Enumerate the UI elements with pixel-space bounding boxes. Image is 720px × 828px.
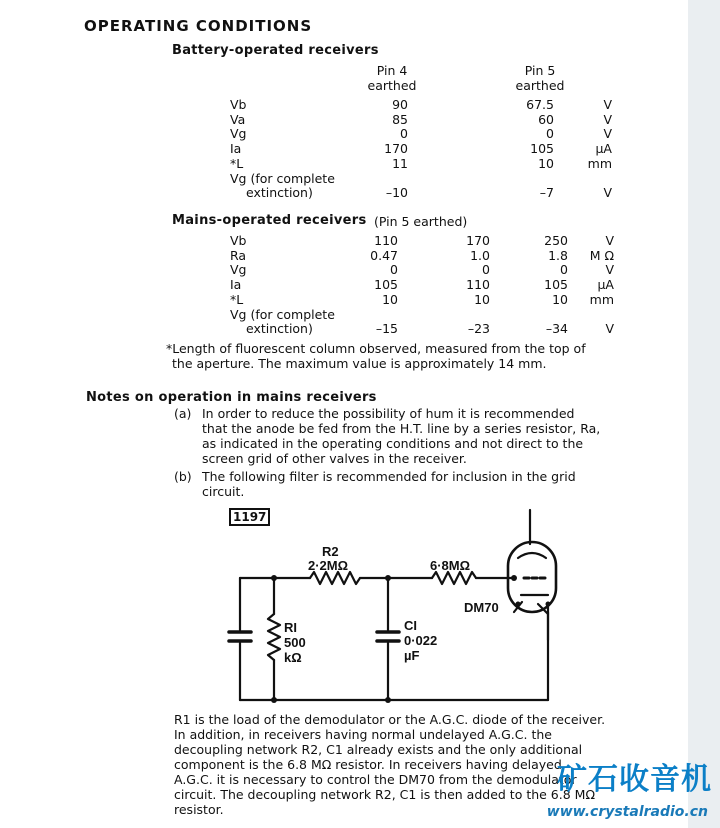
mains-row-label: Vb [230,233,247,248]
note-a-line: as indicated in the operating conditions and not direct to the [202,436,584,451]
c1-unit: µF [404,648,420,663]
watermark-url: www.crystalradio.cn [546,804,708,820]
bottom-paragraph-line: R1 is the load of the demodulator or the A.G.C. diode of the receiver. [174,712,606,727]
mains-value-col1: 110 [374,233,398,248]
watermark-logo-text: 矿石收音机 [557,762,712,797]
mains-value-col3: 1.8 [548,247,568,263]
note-a-line: that the anode be fed from the H.T. line by a series resistor, Ra, [202,421,601,436]
mains-unit: mm [589,291,614,307]
mains-section-title: Mains-operated receivers [172,213,367,228]
bottom-paragraph-line: component is the 6.8 MΩ resistor. In receivers having delayed [174,757,562,772]
battery-col2-header-line2: earthed [515,78,565,93]
battery-value-pin5: 0 [546,126,554,142]
note-a-line: screen grid of other valves in the receiver. [202,451,467,466]
battery-unit: V [603,111,612,127]
note-b-marker: (b) [174,469,192,484]
battery-value-pin5: 105 [530,141,554,157]
mains-value-col3: 105 [544,277,568,293]
tube-label: DM70 [464,600,499,615]
battery-section-title: Battery-operated receivers [172,43,379,58]
junction-dot [271,697,277,703]
note-a-marker: (a) [174,406,192,421]
battery-row-label: Va [230,111,246,127]
battery-row-label: extinction) [246,185,313,201]
r1-resistor-symbol [268,614,280,660]
mains-value-col1: 0 [390,262,398,278]
c1-value: 0·022 [404,633,438,648]
page-title: OPERATING CONDITIONS [84,17,313,35]
note-b-line: circuit. [202,484,245,499]
r2-label: R2 [322,544,339,559]
mains-unit: µA [597,277,614,293]
battery-value-pin4: 90 [392,97,408,112]
r2-value: 2·2MΩ [308,558,349,573]
battery-row-label: Vg [230,126,247,142]
r1-value: 500 [284,635,306,650]
mains-value-col2: 10 [474,291,490,307]
mains-row-label: Vg [230,262,247,278]
mains-value-col2: –23 [467,321,490,337]
bottom-paragraph-line: decoupling network R2, C1 already exists and the only additional [174,742,583,757]
battery-value-pin5: 60 [538,111,554,127]
mains-value-col3: 0 [560,262,568,278]
mains-row-label: Vg (for complete [230,306,335,322]
mains-value-col2: 0 [482,262,490,278]
battery-value-pin4: 170 [384,141,408,157]
mains-value-col3: 10 [552,291,568,307]
battery-value-pin4: 85 [392,111,408,127]
bottom-paragraph [174,712,612,817]
r1-label: RI [284,620,297,635]
r2-resistor-symbol [310,572,360,584]
mains-value-col2: 170 [466,233,490,248]
mains-unit: V [605,233,614,248]
battery-row-label: Vb [230,97,247,112]
footnote-line: *Length of fluorescent column observed, measured from the top of [166,341,586,356]
battery-unit: V [603,185,612,201]
battery-unit: µA [595,141,612,157]
mains-value-col1: 10 [382,291,398,307]
battery-unit: V [603,97,612,112]
battery-row-label: Ia [230,141,242,157]
mains-value-col1: 105 [374,277,398,293]
mains-pin-note: (Pin 5 earthed) [374,214,468,229]
mains-unit: V [605,262,614,278]
footnote-line: the aperture. The maximum value is approximately 14 mm. [172,356,547,371]
notes-title: Notes on operation in mains receivers [86,390,377,405]
tube-anode-symbol [518,553,546,558]
junction-dot [511,575,517,581]
c1-label: CI [404,618,417,633]
battery-value-pin4: 0 [400,126,408,142]
junction-dot [516,602,521,607]
mains-row-label: extinction) [246,321,313,337]
figure-number: 1197 [229,508,270,526]
battery-value-pin5: –7 [539,185,554,201]
battery-value-pin4: 11 [392,155,408,171]
battery-col1-header-line2: earthed [367,78,417,93]
series-resistor-symbol [432,572,476,584]
bottom-paragraph-line: resistor. [174,802,224,817]
bottom-paragraph-line: A.G.C. it is necessary to control the DM70 from the demodulator [174,772,577,787]
mains-value-col3: –34 [545,321,568,337]
mains-value-col3: 250 [544,233,568,248]
battery-unit: V [603,126,612,142]
mains-row-label: *L [230,291,244,307]
mains-unit: V [605,321,614,337]
junction-dot [546,602,551,607]
mains-row-label: Ia [230,277,242,293]
bottom-paragraph-line: In addition, in receivers having normal undelayed A.G.C. the [174,727,552,742]
battery-row-label: Vg (for complete [230,170,335,186]
mains-unit: M Ω [589,247,614,263]
r1-unit: kΩ [284,650,302,665]
battery-unit: mm [587,155,612,171]
junction-dot [385,575,391,581]
mains-value-col2: 110 [466,277,490,293]
junction-dot [271,575,277,581]
battery-value-pin5: 10 [538,155,554,171]
mains-row-label: Ra [230,247,247,263]
battery-col1-header-line1: Pin 4 [376,63,408,78]
series-resistor-value: 6·8MΩ [430,558,471,573]
bottom-paragraph-line: circuit. The decoupling network R2, C1 is then added to the 6.8 MΩ [174,787,595,802]
mains-value-col2: 1.0 [470,247,490,263]
battery-value-pin5: 67.5 [526,97,554,112]
mains-value-col1: 0.47 [370,247,398,263]
note-a-line: In order to reduce the possibility of hum it is recommended [202,406,575,421]
mains-value-col1: –15 [375,321,398,337]
battery-row-label: *L [230,155,244,171]
junction-dot [385,697,391,703]
note-b-line: The following filter is recommended for inclusion in the grid [202,469,576,484]
battery-value-pin4: –10 [385,185,408,201]
battery-col2-header-line1: Pin 5 [524,63,556,78]
